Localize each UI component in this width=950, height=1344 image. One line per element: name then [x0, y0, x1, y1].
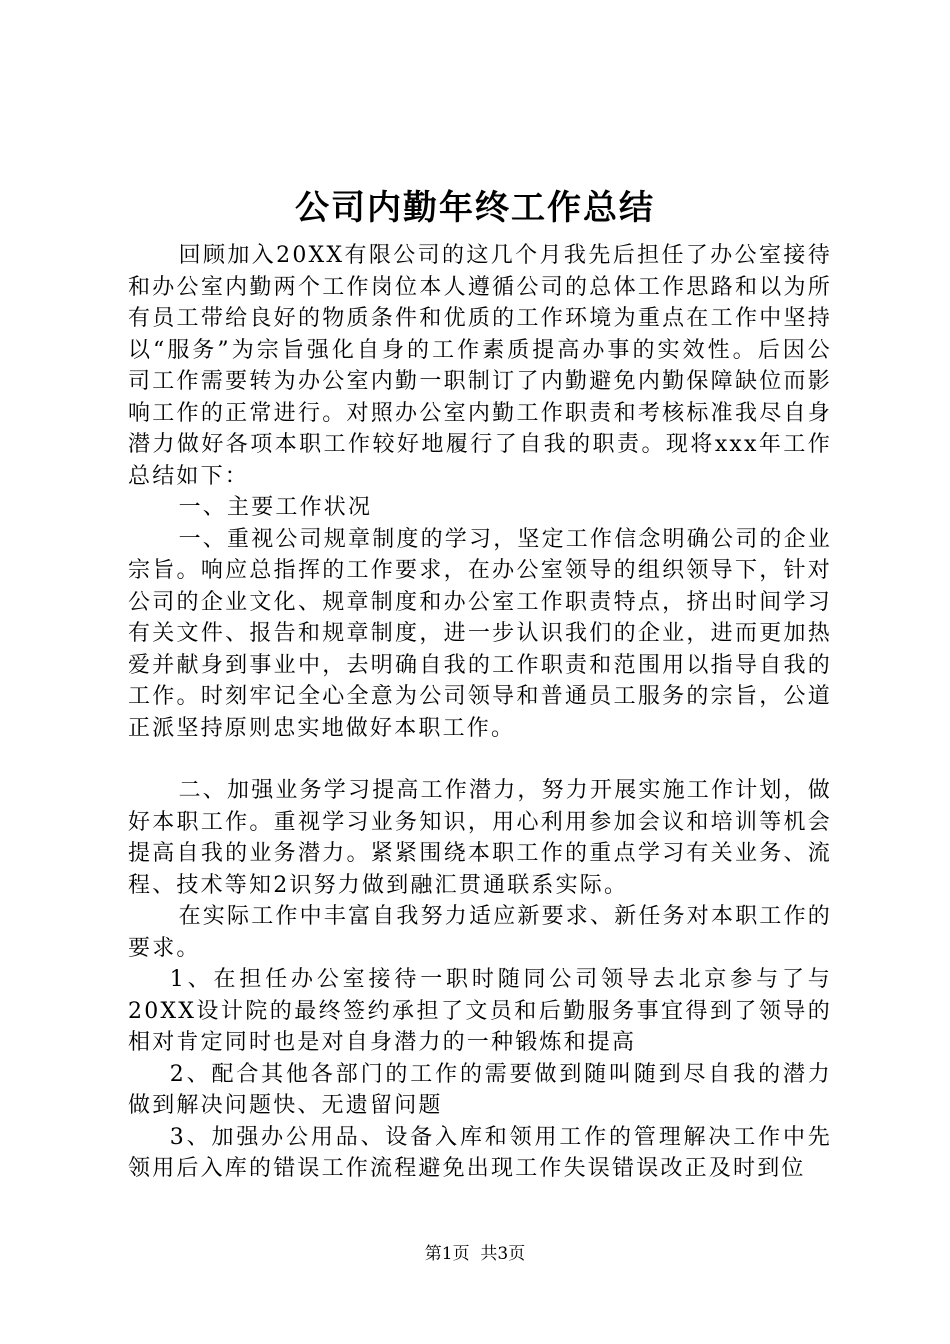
list-item-2: 2、配合其他各部门的工作的需要做到随叫随到尽自我的潜力做到解决问题快、无遗留问题 — [128, 1061, 832, 1118]
paragraph-point-one: 一、重视公司规章制度的学习，坚定工作信念明确公司的企业宗旨。响应总指挥的工作要求，在办公室领导的组织领导下，针对公司的企业文化、规章制度和办公室工作职责特点，挤出时间学习有关文件、报告和规章制度，进一步认识我们的企业，进而更加热爱并献身到事业中，去明确自我的工作职责和范围用以指导自我的工作。时刻牢记全心全意为公司领导和普通员工服务的宗旨，公道正派坚持原则忠实地做好本职工作。 — [128, 526, 832, 741]
paragraph-point-two: 二、加强业务学习提高工作潜力，努力开展实施工作计划，做好本职工作。重视学习业务知识，用心利用参加会议和培训等机会提高自我的业务潜力。紧紧围绕本职工作的重点学习有关业务、流程、技术等知2识努力做到融汇贯通联系实际。 — [128, 778, 832, 898]
list-item-1: 1、在担任办公室接待一职时随同公司领导去北京参与了与20XX设计院的最终签约承担了文员和后勤服务事宜得到了领导的相对肯定同时也是对自身潜力的一种锻炼和提高 — [128, 967, 832, 1055]
section-heading: 一、主要工作状况 — [178, 495, 373, 520]
page-number: 第1页 共3页 — [424, 1244, 526, 1264]
paragraph-practice: 在实际工作中丰富自我努力适应新要求、新任务对本职工作的要求。 — [128, 904, 832, 961]
document-body — [128, 240, 832, 1185]
list-item-3: 3、加强办公用品、设备入库和领用工作的管理解决工作中先领用后入库的错误工作流程避免出现工作失误错误改正及时到位 — [128, 1124, 832, 1181]
page-footer — [0, 1242, 950, 1266]
paragraph-spacer — [128, 744, 832, 775]
paragraph-intro: 回顾加入20XX有限公司的这几个月我先后担任了办公室接待和办公室内勤两个工作岗位本人遵循公司的总体工作思路和以为所有员工带给良好的物质条件和优质的工作环境为重点在工作中坚持以“服务”为宗旨强化自身的工作素质提高办事的实效性。后因公司工作需要转为办公室内勤一职制订了内勤避免内勤保障缺位而影响工作的正常进行。对照办公室内勤工作职责和考核标准我尽自身潜力做好各项本职工作较好地履行了自我的职责。现将xxx年工作总结如下： — [128, 243, 832, 489]
document-title: 公司内勤年终工作总结 — [295, 188, 655, 228]
